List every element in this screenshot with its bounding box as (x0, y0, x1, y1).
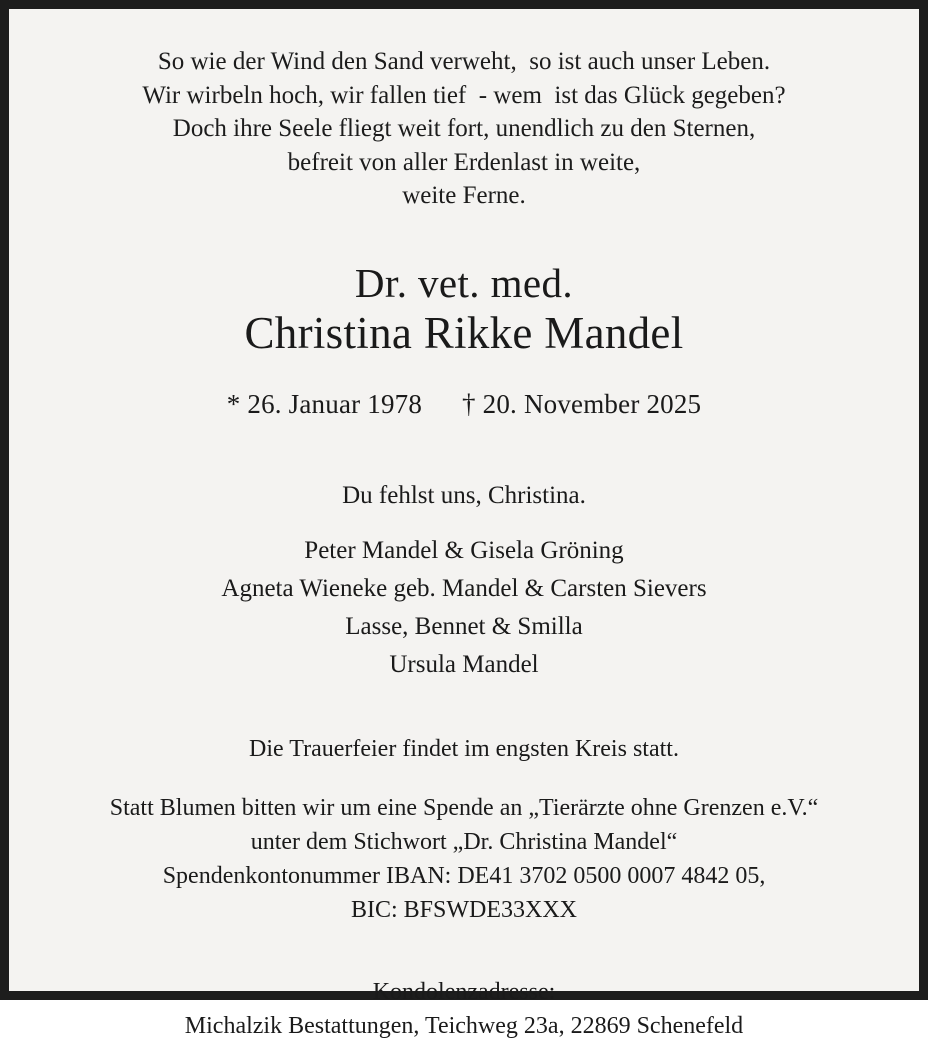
birth-date: * 26. Januar 1978 (226, 389, 423, 420)
poem-line: So wie der Wind den Sand verweht, so ist auch unser Leben. (157, 48, 771, 75)
donation-line: BIC: BFSWDE33XXX (350, 897, 578, 924)
condolence-label: Kondolenzadresse: (372, 979, 556, 1006)
donation-line: Spendenkontonummer IBAN: DE41 3702 0500 0007 4842 05, (162, 863, 766, 890)
ceremony-note: Die Trauerfeier findet im engsten Kreis statt. (249, 736, 679, 763)
family-line: Peter Mandel & Gisela Gröning (304, 537, 624, 565)
poem-block (142, 45, 785, 213)
poem-line: befreit von aller Erdenlast in weite, (287, 148, 641, 176)
family-line: Agneta Wieneke geb. Mandel & Carsten Sievers (221, 575, 707, 603)
poem-line: Doch ihre Seele fliegt weit fort, unendlich zu den Sternen, (172, 115, 756, 142)
donation-line: unter dem Stichwort „Dr. Christina Mandel“ (250, 829, 678, 856)
condolence-address: Michalzik Bestattungen, Teichweg 23a, 22869 Schenefeld (184, 1013, 744, 1040)
family-line: Ursula Mandel (389, 651, 539, 679)
deceased-name-block (244, 259, 683, 360)
donation-line: Statt Blumen bitten wir um eine Spende an „Tierärzte ohne Grenzen e.V.“ (109, 795, 819, 822)
life-dates (227, 389, 702, 420)
farewell-text: Du fehlst uns, Christina. (342, 482, 586, 510)
family-block (221, 532, 706, 684)
poem-line: weite Ferne. (402, 182, 526, 209)
condolence-block (185, 975, 743, 1043)
family-line: Lasse, Bennet & Smilla (345, 613, 583, 641)
deceased-name: Christina Rikke Mandel (244, 307, 684, 358)
academic-title: Dr. vet. med. (354, 259, 574, 306)
poem-line: Wir wirbeln hoch, wir fallen tief - wem ist das Glück gegeben? (142, 81, 786, 109)
donation-block (110, 791, 818, 927)
death-date: † 20. November 2025 (462, 389, 702, 420)
